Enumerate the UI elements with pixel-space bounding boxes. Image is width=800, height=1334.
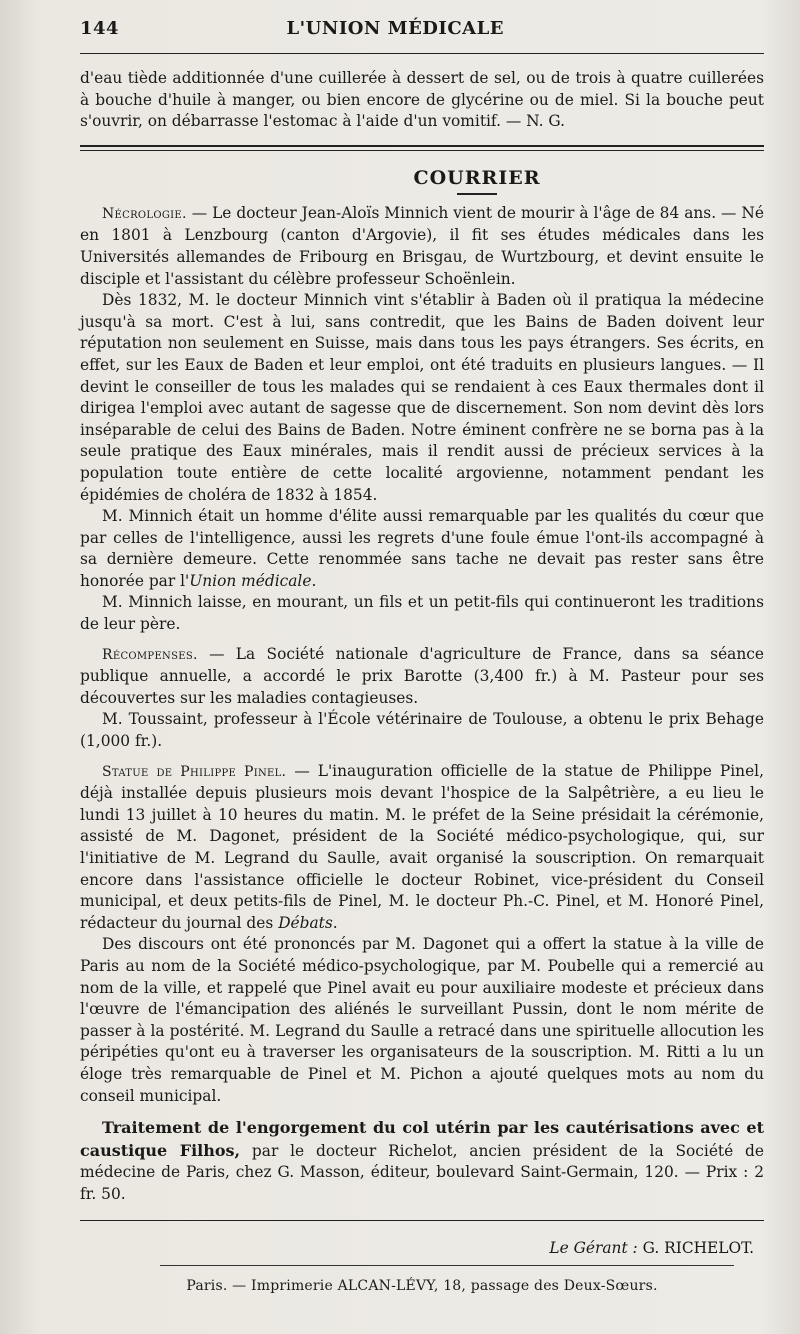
statue-text-1a: — L'inauguration officielle de la statue de Philippe Pinel, déjà installée depuis plusieurs mois devant l'hospice de la Salpêtrière, a eu lieu le lundi 13 juillet à 10 heures du matin. M. le préfet de la Seine présidait la cérémonie, assisté de M. Dagonet, président de la Société médico-psychologique, qui, sur l'initiative de M. Legrand du Saulle, avait organisé la souscription. On remarquait encore dans l'assistance officielle le docteur Robinet, vice-président du Conseil municipal, et deux petits-fils de Pinel, M. le docteur Ph.-C. Pinel, et M. Honoré Pinel, rédacteur du journal des xyxy=(80,761,765,932)
necrologie-text-3a: M. Minnich était un homme d'élite aussi remarquable par les qualités du cœur que par celles de l'intelligence, aussi les regrets d'une foule émue l'ont-ils accompagné à sa dernière demeure. Cette renommée sans tache ne devait pas rester sans être honorée par l' xyxy=(80,507,764,590)
recompenses-paragraph-2: M. Toussaint, professeur à l'École vétérinaire de Toulouse, a obtenu le prix Behage (1,000 fr.). xyxy=(80,710,764,751)
necrologie-paragraph-1 xyxy=(80,203,764,290)
necrologie-label: Nécrologie. xyxy=(102,205,187,222)
recompenses-label: Récompenses. xyxy=(102,646,198,663)
page-number: 144 xyxy=(80,18,120,39)
statue-paragraph-1 xyxy=(80,761,764,935)
necrologie-text-1: — Le docteur Jean-Aloïs Minnich vient de mourir à l'âge de 84 ans. — Né en 1801 à Lenzbourg (canton d'Argovie), il fit ses études médicales dans les Universités allemandes de Fribourg en Brisgau, de Wurtzbourg, et devint ensuite le disciple et l'assistant du célèbre professeur Schoënlein. xyxy=(80,203,764,288)
book-details: par le docteur Richelot, ancien président de la Société de médecine de Paris, chez G. Masson, éditeur, boulevard Saint-Germain, 120. — Prix : 2 fr. 50. xyxy=(80,1141,764,1203)
intro-paragraph: d'eau tiède additionnée d'une cuillerée à dessert de sel, ou de trois à quatre cuillerées à bouche d'huile à manger, ou bien encore de glycérine ou de miel. Si la bouche peut s'ouvrir, on débarrasse l'estomac à l'aide d'un vomitif. — N. G. xyxy=(80,69,764,131)
gerant-label: Le Gérant : xyxy=(549,1238,638,1257)
gerant-name: G. RICHELOT. xyxy=(637,1238,754,1257)
statue-label: Statue de Philippe Pinel. xyxy=(102,763,287,780)
book-title: Traitement de l'engorgement du col utérin par les cautérisations avec et caustique Filhos, xyxy=(80,1118,764,1160)
section-title: COURRIER xyxy=(413,166,541,189)
necrologie-paragraph-2: Dès 1832, M. le docteur Minnich vint s'établir à Baden où il pratiqua la médecine jusqu'à sa mort. C'est à lui, sans contredit, que les Bains de Baden doivent leur réputation non seulement en Suisse, mais dans tous les pays étrangers. Ses écrits, en effet, sur les Eaux de Baden et leur emploi, ont été traduits en plusieurs langues. — Il devint le conseiller de tous les malades qui se rendaient à ces Eaux thermales dont il dirigea l'emploi avec autant de sagesse que de discernement. Son nom devint dès lors inséparable de celui des Bains de Baden. Notre éminent confrère ne se borna pas à la seule pratique des Eaux minérales, mais il rendit aussi de précieux services à la population toute entière de cette localité argovienne, notamment pendant les épidémies de choléra de 1832 à 1854. xyxy=(80,291,764,504)
gerant-line xyxy=(80,1239,764,1257)
journal-title: L'UNION MÉDICALE xyxy=(286,18,504,39)
footer-rule xyxy=(80,1220,764,1221)
necrologie-paragraph-3 xyxy=(80,506,764,592)
debats-italic: Débats xyxy=(278,913,333,932)
running-head xyxy=(80,18,764,39)
header-rule xyxy=(80,53,764,54)
section-divider xyxy=(80,145,764,151)
book-notice xyxy=(80,1117,764,1205)
recompenses-text-1: — La Société nationale d'agriculture de France, dans sa séance publique annuelle, a accordé le prix Barotte (3,400 fr.) à M. Pasteur pour ses découvertes sur les maladies contagieuses. xyxy=(80,644,764,707)
title-underline xyxy=(457,193,497,195)
necrologie-paragraph-4: M. Minnich laisse, en mourant, un fils et un petit-fils qui continueront les traditions de leur père. xyxy=(80,593,764,634)
statue-text-1b: . xyxy=(332,913,338,932)
imprint-line: Paris. — Imprimerie ALCAN-LÉVY, 18, passage des Deux-Sœurs. xyxy=(186,1277,658,1294)
statue-paragraph-2: Des discours ont été prononcés par M. Dagonet qui a offert la statue à la ville de Paris au nom de la Société médico-psychologique, par M. Poubelle qui a remercié au nom de la ville, et rappelé que Pinel avait eu pour auxiliaire modeste et précieux dans l'œuvre de l'émancipation des aliénés le surveillant Pussin, dont le nom mérite de passer à la postérité. M. Legrand du Saulle a retracé dans une spirituelle allocution les péripéties qu'ont eu à traverser les organisateurs de la souscription. M. Ritti a lu un éloge très remarquable de Pinel et M. Pichon a ajouté quelques mots au nom du conseil municipal. xyxy=(80,935,764,1105)
recompenses-paragraph-1 xyxy=(80,644,764,710)
imprint-rule xyxy=(160,1265,734,1266)
union-medicale-italic: Union médicale xyxy=(189,571,312,590)
necrologie-text-3b: . xyxy=(311,571,317,590)
